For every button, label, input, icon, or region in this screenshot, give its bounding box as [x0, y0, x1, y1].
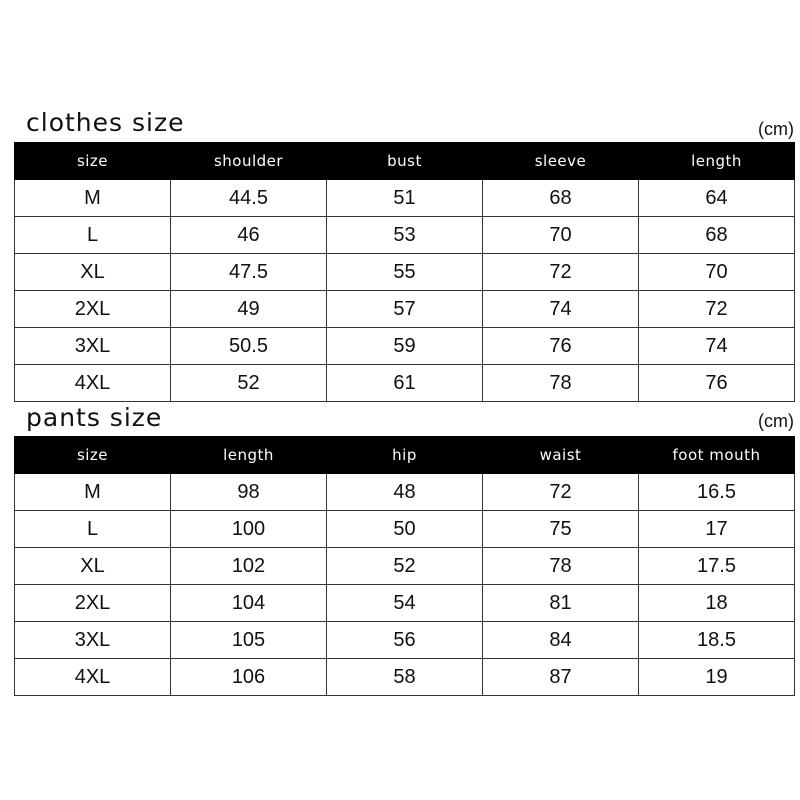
cell-shoulder: 47.5 — [171, 254, 327, 291]
header-cell — [639, 143, 795, 180]
cell-bust: 51 — [327, 180, 483, 217]
cell-foot-mouth: 18.5 — [639, 622, 795, 659]
table-row — [15, 217, 795, 254]
header-label-shoulder: shoulder — [213, 152, 284, 170]
table-row — [15, 365, 795, 402]
cell-hip: 56 — [327, 622, 483, 659]
cell-bust: 61 — [327, 365, 483, 402]
cell-waist: 84 — [483, 622, 639, 659]
cell-sleeve: 68 — [483, 180, 639, 217]
cell-length: 100 — [171, 511, 327, 548]
cell-sleeve: 70 — [483, 217, 639, 254]
header-label-foot-mouth: foot mouth — [672, 446, 761, 464]
table-row — [15, 659, 795, 696]
cell-hip: 54 — [327, 585, 483, 622]
cell-shoulder: 46 — [171, 217, 327, 254]
cell-size: 2XL — [15, 585, 171, 622]
cell-bust: 59 — [327, 328, 483, 365]
cell-hip: 50 — [327, 511, 483, 548]
cell-waist: 75 — [483, 511, 639, 548]
cell-waist: 87 — [483, 659, 639, 696]
table-row — [15, 548, 795, 585]
cell-size: M — [15, 180, 171, 217]
header-label-length: length — [223, 446, 274, 464]
table-row — [15, 291, 795, 328]
table-row — [15, 180, 795, 217]
cell-length: 105 — [171, 622, 327, 659]
cell-sleeve: 76 — [483, 328, 639, 365]
cell-shoulder: 52 — [171, 365, 327, 402]
cell-bust: 55 — [327, 254, 483, 291]
header-cell — [327, 143, 483, 180]
header-label-length: length — [691, 152, 742, 170]
cell-bust: 57 — [327, 291, 483, 328]
table-header-row — [15, 437, 795, 474]
table-row — [15, 622, 795, 659]
header-cell — [483, 143, 639, 180]
header-cell — [639, 437, 795, 474]
cell-size: XL — [15, 548, 171, 585]
table-row — [15, 474, 795, 511]
table-row — [15, 328, 795, 365]
cell-length: 72 — [639, 291, 795, 328]
cell-length: 64 — [639, 180, 795, 217]
cell-shoulder: 50.5 — [171, 328, 327, 365]
cell-hip: 48 — [327, 474, 483, 511]
cell-size: XL — [15, 254, 171, 291]
table-header-row — [15, 143, 795, 180]
header-cell — [171, 143, 327, 180]
cell-foot-mouth: 18 — [639, 585, 795, 622]
header-label-size: size — [76, 152, 109, 170]
cell-foot-mouth: 16.5 — [639, 474, 795, 511]
clothes-size-table — [14, 142, 795, 402]
clothes-size-title: clothes size — [26, 108, 185, 137]
header-cell — [483, 437, 639, 474]
table-row — [15, 511, 795, 548]
header-label-waist: waist — [539, 446, 582, 464]
header-cell — [171, 437, 327, 474]
cell-bust: 53 — [327, 217, 483, 254]
header-label-size: size — [76, 446, 109, 464]
cell-sleeve: 72 — [483, 254, 639, 291]
cell-shoulder: 49 — [171, 291, 327, 328]
cell-size: 4XL — [15, 659, 171, 696]
header-cell — [15, 143, 171, 180]
pants-size-table — [14, 436, 795, 696]
header-label-sleeve: sleeve — [534, 152, 587, 170]
header-cell — [15, 437, 171, 474]
table-row — [15, 254, 795, 291]
cell-waist: 78 — [483, 548, 639, 585]
header-label-bust: bust — [387, 152, 422, 170]
pants-size-section — [14, 402, 794, 698]
cell-size: 3XL — [15, 328, 171, 365]
cell-length: 76 — [639, 365, 795, 402]
clothes-size-section — [14, 106, 794, 402]
cell-shoulder: 44.5 — [171, 180, 327, 217]
cell-size: 2XL — [15, 291, 171, 328]
cell-size: L — [15, 511, 171, 548]
cell-length: 70 — [639, 254, 795, 291]
cell-length: 102 — [171, 548, 327, 585]
cell-size: M — [15, 474, 171, 511]
cell-hip: 58 — [327, 659, 483, 696]
cell-foot-mouth: 17 — [639, 511, 795, 548]
cell-length: 106 — [171, 659, 327, 696]
header-cell — [327, 437, 483, 474]
table-row — [15, 585, 795, 622]
cell-size: 3XL — [15, 622, 171, 659]
cell-length: 74 — [639, 328, 795, 365]
cell-size: L — [15, 217, 171, 254]
cell-sleeve: 78 — [483, 365, 639, 402]
cell-length: 98 — [171, 474, 327, 511]
cell-sleeve: 74 — [483, 291, 639, 328]
pants-unit-label: (cm) — [758, 411, 794, 431]
cell-hip: 52 — [327, 548, 483, 585]
pants-size-title: pants size — [26, 403, 163, 432]
cell-size: 4XL — [15, 365, 171, 402]
header-label-hip: hip — [392, 446, 417, 464]
cell-foot-mouth: 19 — [639, 659, 795, 696]
cell-waist: 72 — [483, 474, 639, 511]
cell-waist: 81 — [483, 585, 639, 622]
cell-foot-mouth: 17.5 — [639, 548, 795, 585]
cell-length: 104 — [171, 585, 327, 622]
cell-length: 68 — [639, 217, 795, 254]
clothes-unit-label: (cm) — [758, 119, 794, 139]
